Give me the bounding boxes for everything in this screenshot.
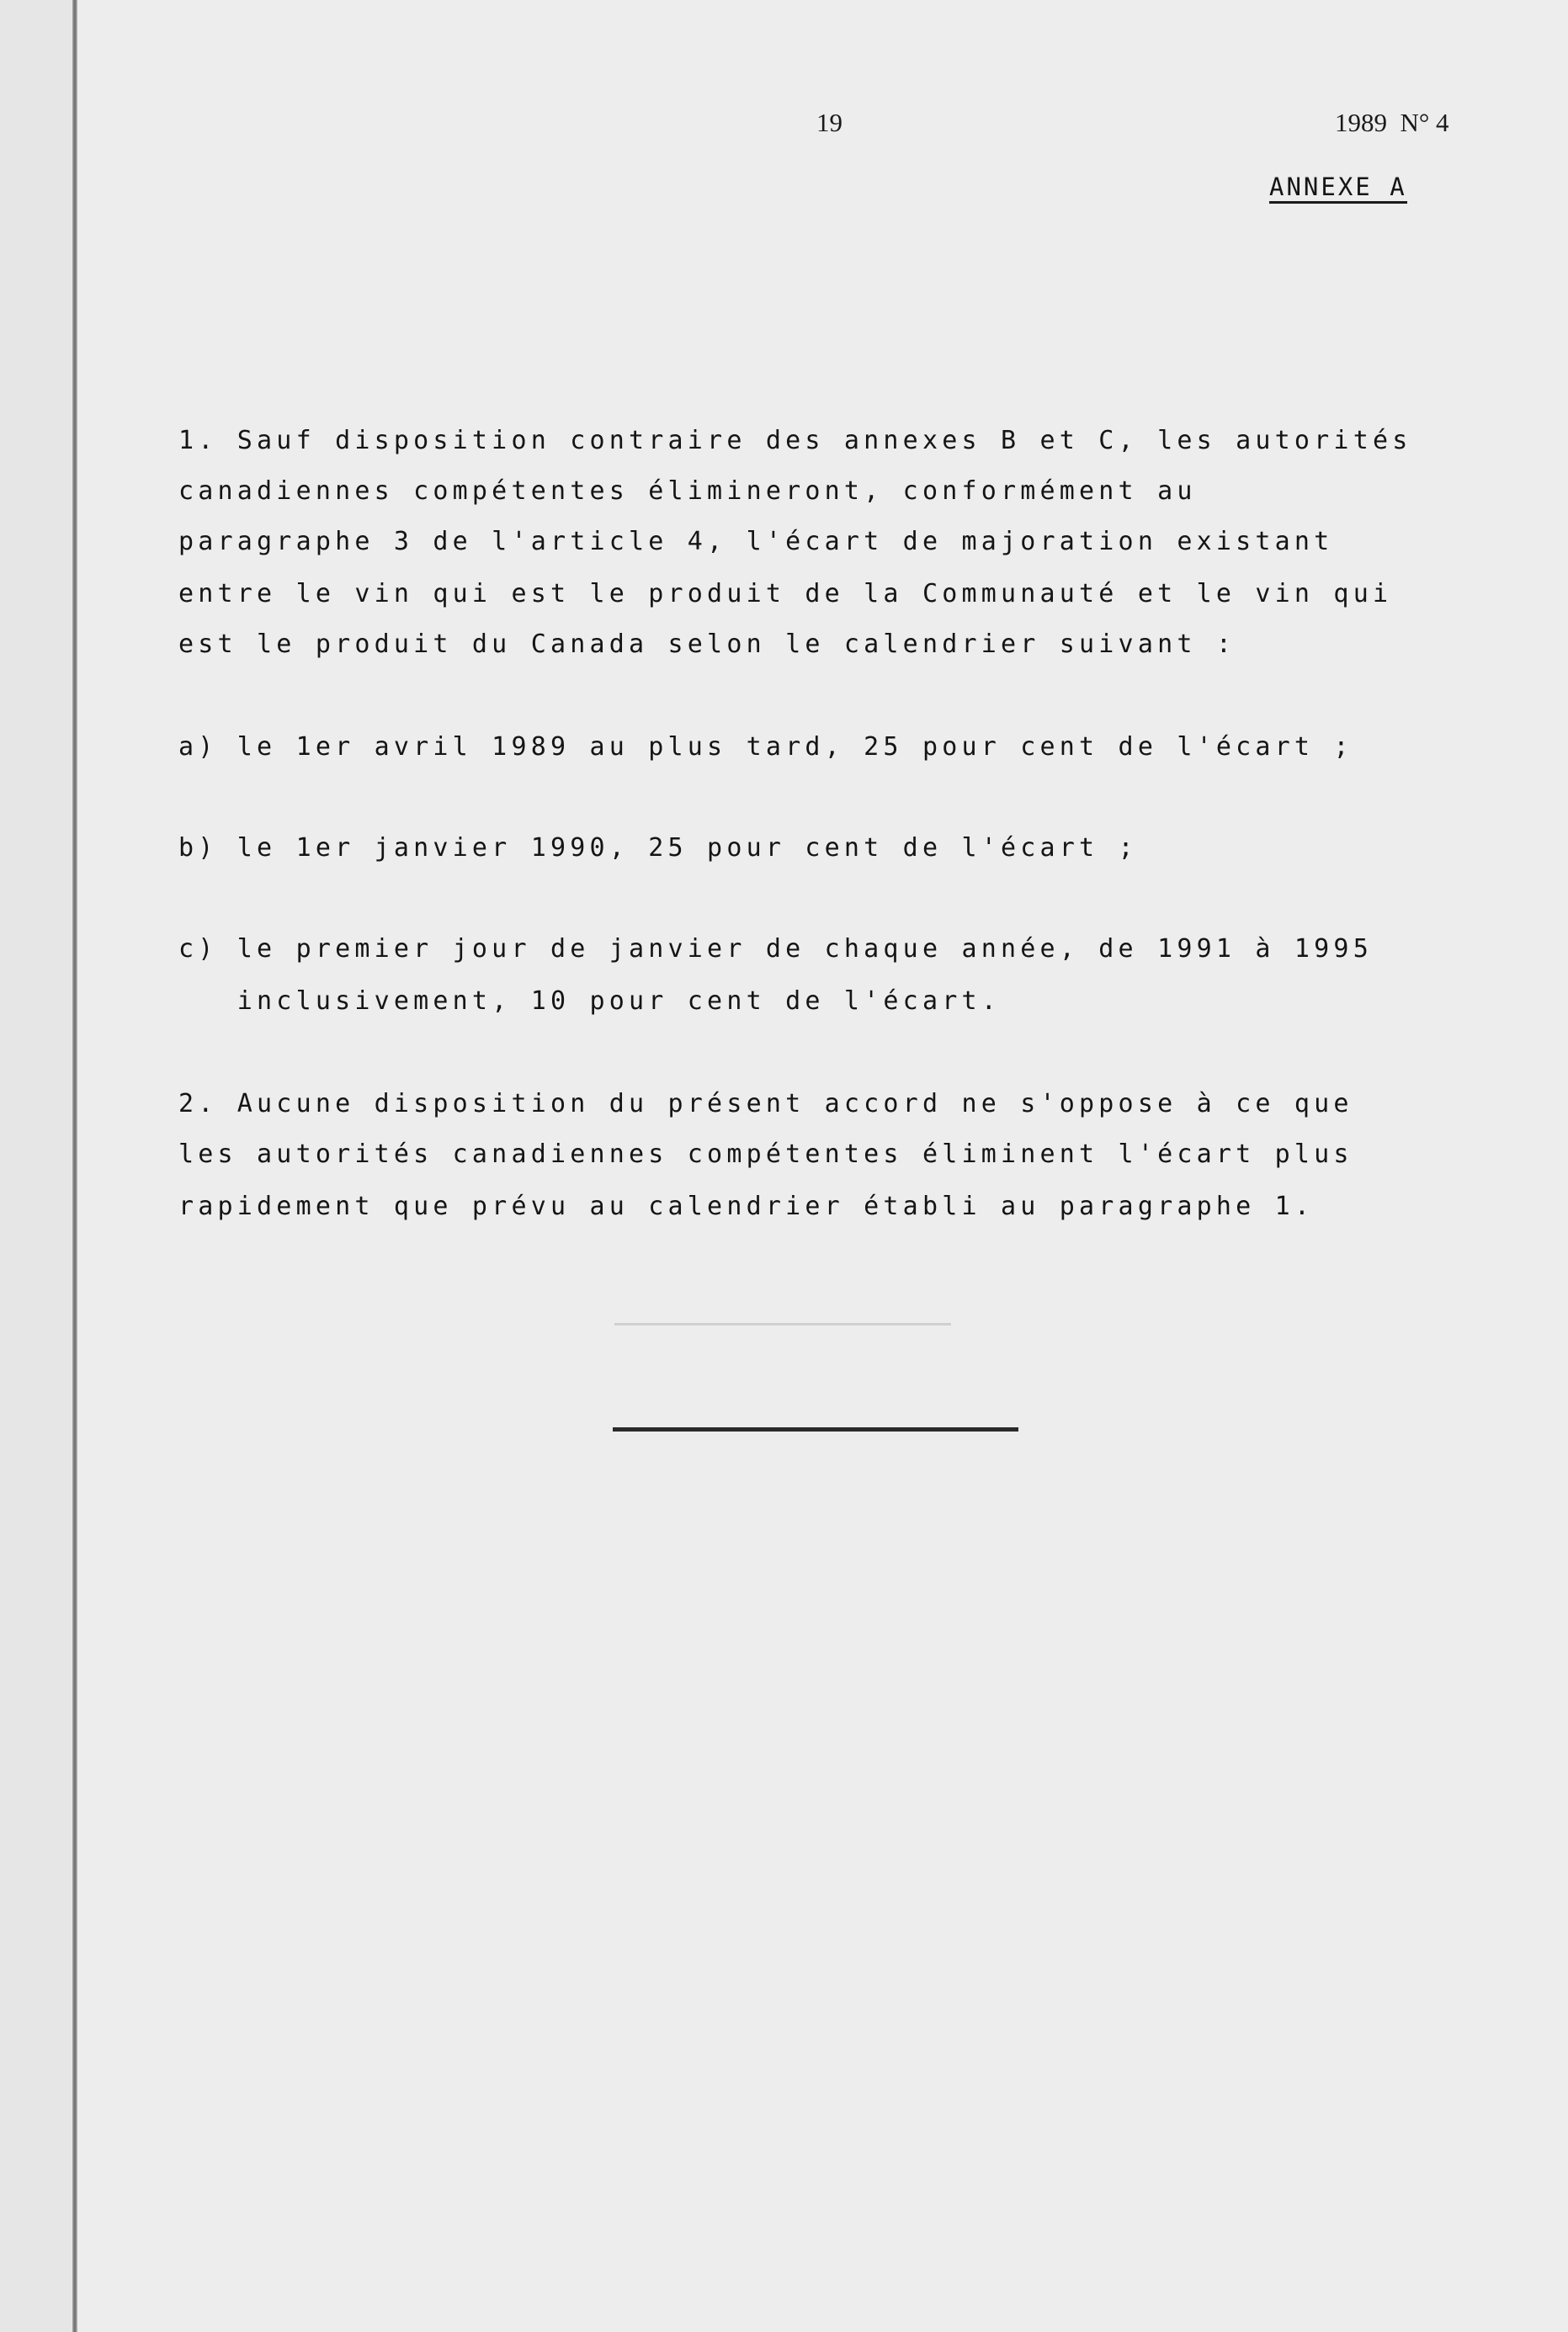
annex-title: ANNEXE A	[1269, 175, 1407, 204]
issue-number: 1989 N° 4	[1335, 108, 1449, 137]
binding-edge	[72, 0, 77, 2332]
page-margin-shadow	[0, 0, 72, 2332]
paragraph-1-line: est le produit du Canada selon le calendrier suivant :	[178, 629, 1236, 659]
paragraph-1-line: entre le vin qui est le produit de la Communauté et le vin qui	[178, 579, 1393, 608]
paragraph-1-line: canadiennes compétentes élimineront, conformément au	[178, 476, 1197, 506]
list-item-a: a) le 1er avril 1989 au plus tard, 25 pour cent de l'écart ;	[178, 732, 1353, 762]
list-item-b: b) le 1er janvier 1990, 25 pour cent de l'écart ;	[178, 833, 1138, 863]
paragraph-1-line: 1. Sauf disposition contraire des annexes B et C, les autorités	[178, 426, 1412, 455]
faint-separator-rule	[614, 1323, 951, 1325]
paragraph-2-line: 2. Aucune disposition du présent accord ne s'oppose à ce que	[178, 1089, 1353, 1118]
page-number: 19	[816, 108, 842, 137]
list-item-c-line: c) le premier jour de janvier de chaque année, de 1991 à 1995	[178, 934, 1373, 964]
paragraph-2-line: les autorités canadiennes compétentes éliminent l'écart plus	[178, 1139, 1353, 1169]
end-separator-rule	[613, 1427, 1018, 1432]
list-item-c-line: inclusivement, 10 pour cent de l'écart.	[178, 986, 1001, 1016]
paragraph-1-line: paragraphe 3 de l'article 4, l'écart de majoration existant	[178, 527, 1334, 556]
paragraph-2-line: rapidement que prévu au calendrier établi au paragraphe 1.	[178, 1192, 1315, 1221]
